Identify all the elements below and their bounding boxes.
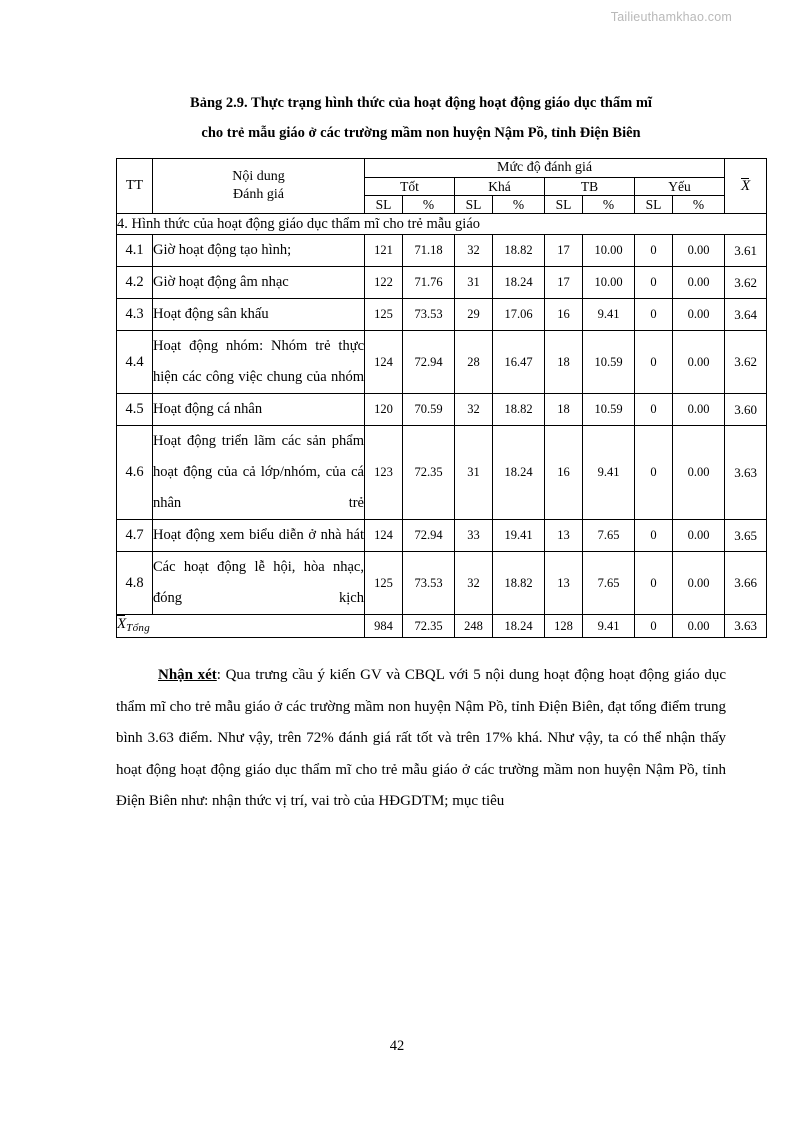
row-tb-pct: 10.59 <box>583 394 635 426</box>
row-yeu-pct: 0.00 <box>673 552 725 615</box>
watermark: Tailieuthamkhao.com <box>610 10 732 24</box>
total-tot-pct: 72.35 <box>403 615 455 638</box>
row-content: Hoạt động triển lãm các sản phẩm hoạt động của cả lớp/nhóm, của cá nhân trẻ <box>153 426 365 520</box>
row-kha-sl: 29 <box>455 299 493 331</box>
header-level-yeu: Yếu <box>635 178 725 196</box>
row-kha-sl: 33 <box>455 520 493 552</box>
row-tb-sl: 13 <box>545 520 583 552</box>
header-level-tb: TB <box>545 178 635 196</box>
table-row <box>117 299 767 331</box>
commentary-paragraph <box>116 660 726 818</box>
row-kha-sl: 31 <box>455 267 493 299</box>
total-yeu-pct: 0.00 <box>673 615 725 638</box>
table-row <box>117 426 767 520</box>
row-tb-pct: 10.59 <box>583 331 635 394</box>
row-kha-sl: 32 <box>455 235 493 267</box>
row-tot-sl: 123 <box>365 426 403 520</box>
table-header-row-1 <box>117 159 767 178</box>
x-tong-symbol <box>117 615 150 637</box>
row-tot-sl: 120 <box>365 394 403 426</box>
row-mean: 3.65 <box>725 520 767 552</box>
row-content: Hoạt động xem biểu diễn ở nhà hát <box>153 520 365 552</box>
row-tb-sl: 17 <box>545 235 583 267</box>
row-yeu-pct: 0.00 <box>673 299 725 331</box>
row-yeu-pct: 0.00 <box>673 331 725 394</box>
row-tb-sl: 13 <box>545 552 583 615</box>
header-group-evaluation: Mức độ đánh giá <box>365 159 725 178</box>
header-content-line-1: Nội dung <box>232 169 285 184</box>
row-kha-pct: 19.41 <box>493 520 545 552</box>
row-kha-sl: 28 <box>455 331 493 394</box>
table-head <box>117 159 767 214</box>
row-tb-sl: 18 <box>545 394 583 426</box>
row-tt: 4.3 <box>117 299 153 331</box>
row-yeu-pct: 0.00 <box>673 520 725 552</box>
row-yeu-pct: 0.00 <box>673 426 725 520</box>
row-tot-pct: 70.59 <box>403 394 455 426</box>
row-tot-sl: 122 <box>365 267 403 299</box>
row-yeu-sl: 0 <box>635 552 673 615</box>
row-tb-sl: 16 <box>545 426 583 520</box>
row-kha-pct: 18.82 <box>493 394 545 426</box>
commentary-body: : Qua trưng cầu ý kiến GV và CBQL với 5 nội dung hoạt động hoạt động giáo dục thẩm mĩ cho trẻ mẫu giáo ở các trường mầm non huyện Nậm Pồ, tỉnh Điện Biên, đạt tổng điểm trung bình 3.63 điểm. Như vậy, trên 72% đánh giá rất tốt và trên 17% khá. Như vậy, ta có thể nhận thấy hoạt động hoạt động giáo dục thẩm mĩ cho trẻ mẫu giáo ở các trường mầm non huyện Nậm Pồ, tỉnh Điện Biên như: nhận thức vị trí, vai trò của HĐGDTM; mục tiêu <box>116 667 726 809</box>
row-yeu-sl: 0 <box>635 331 673 394</box>
header-kha-pct: % <box>493 196 545 214</box>
row-yeu-pct: 0.00 <box>673 394 725 426</box>
row-tb-sl: 16 <box>545 299 583 331</box>
total-yeu-sl: 0 <box>635 615 673 638</box>
row-kha-pct: 18.24 <box>493 426 545 520</box>
row-tt: 4.2 <box>117 267 153 299</box>
header-yeu-sl: SL <box>635 196 673 214</box>
row-tt: 4.7 <box>117 520 153 552</box>
row-tb-pct: 7.65 <box>583 552 635 615</box>
row-tot-pct: 73.53 <box>403 299 455 331</box>
table-row <box>117 235 767 267</box>
row-kha-sl: 32 <box>455 394 493 426</box>
x-tong-subscript: Tổng <box>126 622 150 634</box>
row-kha-pct: 18.82 <box>493 552 545 615</box>
header-mean <box>725 159 767 214</box>
total-kha-sl: 248 <box>455 615 493 638</box>
total-mean: 3.63 <box>725 615 767 638</box>
row-tot-pct: 72.35 <box>403 426 455 520</box>
row-mean: 3.62 <box>725 331 767 394</box>
table-row <box>117 267 767 299</box>
row-yeu-sl: 0 <box>635 299 673 331</box>
row-tot-pct: 73.53 <box>403 552 455 615</box>
header-tot-sl: SL <box>365 196 403 214</box>
row-kha-pct: 18.24 <box>493 267 545 299</box>
table-row <box>117 394 767 426</box>
row-yeu-sl: 0 <box>635 235 673 267</box>
row-tot-pct: 72.94 <box>403 331 455 394</box>
total-tb-sl: 128 <box>545 615 583 638</box>
header-tb-sl: SL <box>545 196 583 214</box>
row-yeu-sl: 0 <box>635 520 673 552</box>
row-tt: 4.4 <box>117 331 153 394</box>
total-label <box>117 615 365 638</box>
total-tot-sl: 984 <box>365 615 403 638</box>
header-level-kha: Khá <box>455 178 545 196</box>
x-bar-glyph: X <box>117 616 127 632</box>
row-yeu-sl: 0 <box>635 267 673 299</box>
table-caption-line-2: cho trẻ mẫu giáo ở các trường mầm non huyện Nậm Pồ, tỉnh Điện Biên <box>201 125 641 141</box>
row-mean: 3.66 <box>725 552 767 615</box>
row-tot-pct: 71.18 <box>403 235 455 267</box>
row-tot-sl: 124 <box>365 520 403 552</box>
header-tt: TT <box>117 159 153 214</box>
row-tb-pct: 9.41 <box>583 426 635 520</box>
table-row <box>117 331 767 394</box>
row-tt: 4.6 <box>117 426 153 520</box>
header-kha-sl: SL <box>455 196 493 214</box>
table-total-row <box>117 615 767 638</box>
row-content: Hoạt động nhóm: Nhóm trẻ thực hiện các công việc chung của nhóm <box>153 331 365 394</box>
row-mean: 3.63 <box>725 426 767 520</box>
row-tt: 4.5 <box>117 394 153 426</box>
row-tot-pct: 72.94 <box>403 520 455 552</box>
header-yeu-pct: % <box>673 196 725 214</box>
table-caption <box>116 88 726 148</box>
row-tot-sl: 124 <box>365 331 403 394</box>
row-content: Giờ hoạt động âm nhạc <box>153 267 365 299</box>
row-tb-pct: 7.65 <box>583 520 635 552</box>
header-content-line-2: Đánh giá <box>233 187 284 202</box>
row-yeu-pct: 0.00 <box>673 267 725 299</box>
row-content: Hoạt động sân khấu <box>153 299 365 331</box>
row-kha-sl: 32 <box>455 552 493 615</box>
commentary-lead: Nhận xét <box>158 667 217 683</box>
header-content <box>153 159 365 214</box>
row-tt: 4.8 <box>117 552 153 615</box>
row-yeu-pct: 0.00 <box>673 235 725 267</box>
survey-results-table <box>116 158 767 638</box>
row-tb-sl: 18 <box>545 331 583 394</box>
row-kha-pct: 17.06 <box>493 299 545 331</box>
table-row <box>117 520 767 552</box>
row-mean: 3.62 <box>725 267 767 299</box>
page-content <box>116 88 757 818</box>
row-tb-pct: 9.41 <box>583 299 635 331</box>
table-body <box>117 214 767 638</box>
header-tot-pct: % <box>403 196 455 214</box>
total-kha-pct: 18.24 <box>493 615 545 638</box>
row-mean: 3.60 <box>725 394 767 426</box>
row-content: Giờ hoạt động tạo hình; <box>153 235 365 267</box>
row-tb-pct: 10.00 <box>583 235 635 267</box>
table-section-row <box>117 214 767 235</box>
page-number: 42 <box>389 1038 405 1054</box>
row-content: Các hoạt động lễ hội, hòa nhạc, đóng kịch <box>153 552 365 615</box>
total-tb-pct: 9.41 <box>583 615 635 638</box>
row-tb-sl: 17 <box>545 267 583 299</box>
row-tot-sl: 121 <box>365 235 403 267</box>
row-tot-pct: 71.76 <box>403 267 455 299</box>
table-row <box>117 552 767 615</box>
x-bar-symbol: X <box>740 177 751 194</box>
row-tot-sl: 125 <box>365 552 403 615</box>
row-mean: 3.61 <box>725 235 767 267</box>
header-level-tot: Tốt <box>365 178 455 196</box>
row-kha-sl: 31 <box>455 426 493 520</box>
row-kha-pct: 16.47 <box>493 331 545 394</box>
row-content: Hoạt động cá nhân <box>153 394 365 426</box>
row-yeu-sl: 0 <box>635 426 673 520</box>
row-kha-pct: 18.82 <box>493 235 545 267</box>
section-title: 4. Hình thức của hoạt động giáo dục thẩm mĩ cho trẻ mẫu giáo <box>117 214 767 235</box>
row-tot-sl: 125 <box>365 299 403 331</box>
header-tb-pct: % <box>583 196 635 214</box>
row-yeu-sl: 0 <box>635 394 673 426</box>
row-tt: 4.1 <box>117 235 153 267</box>
row-tb-pct: 10.00 <box>583 267 635 299</box>
row-mean: 3.64 <box>725 299 767 331</box>
table-caption-line-1: Bảng 2.9. Thực trạng hình thức của hoạt động hoạt động giáo dục thẩm mĩ <box>190 95 652 111</box>
